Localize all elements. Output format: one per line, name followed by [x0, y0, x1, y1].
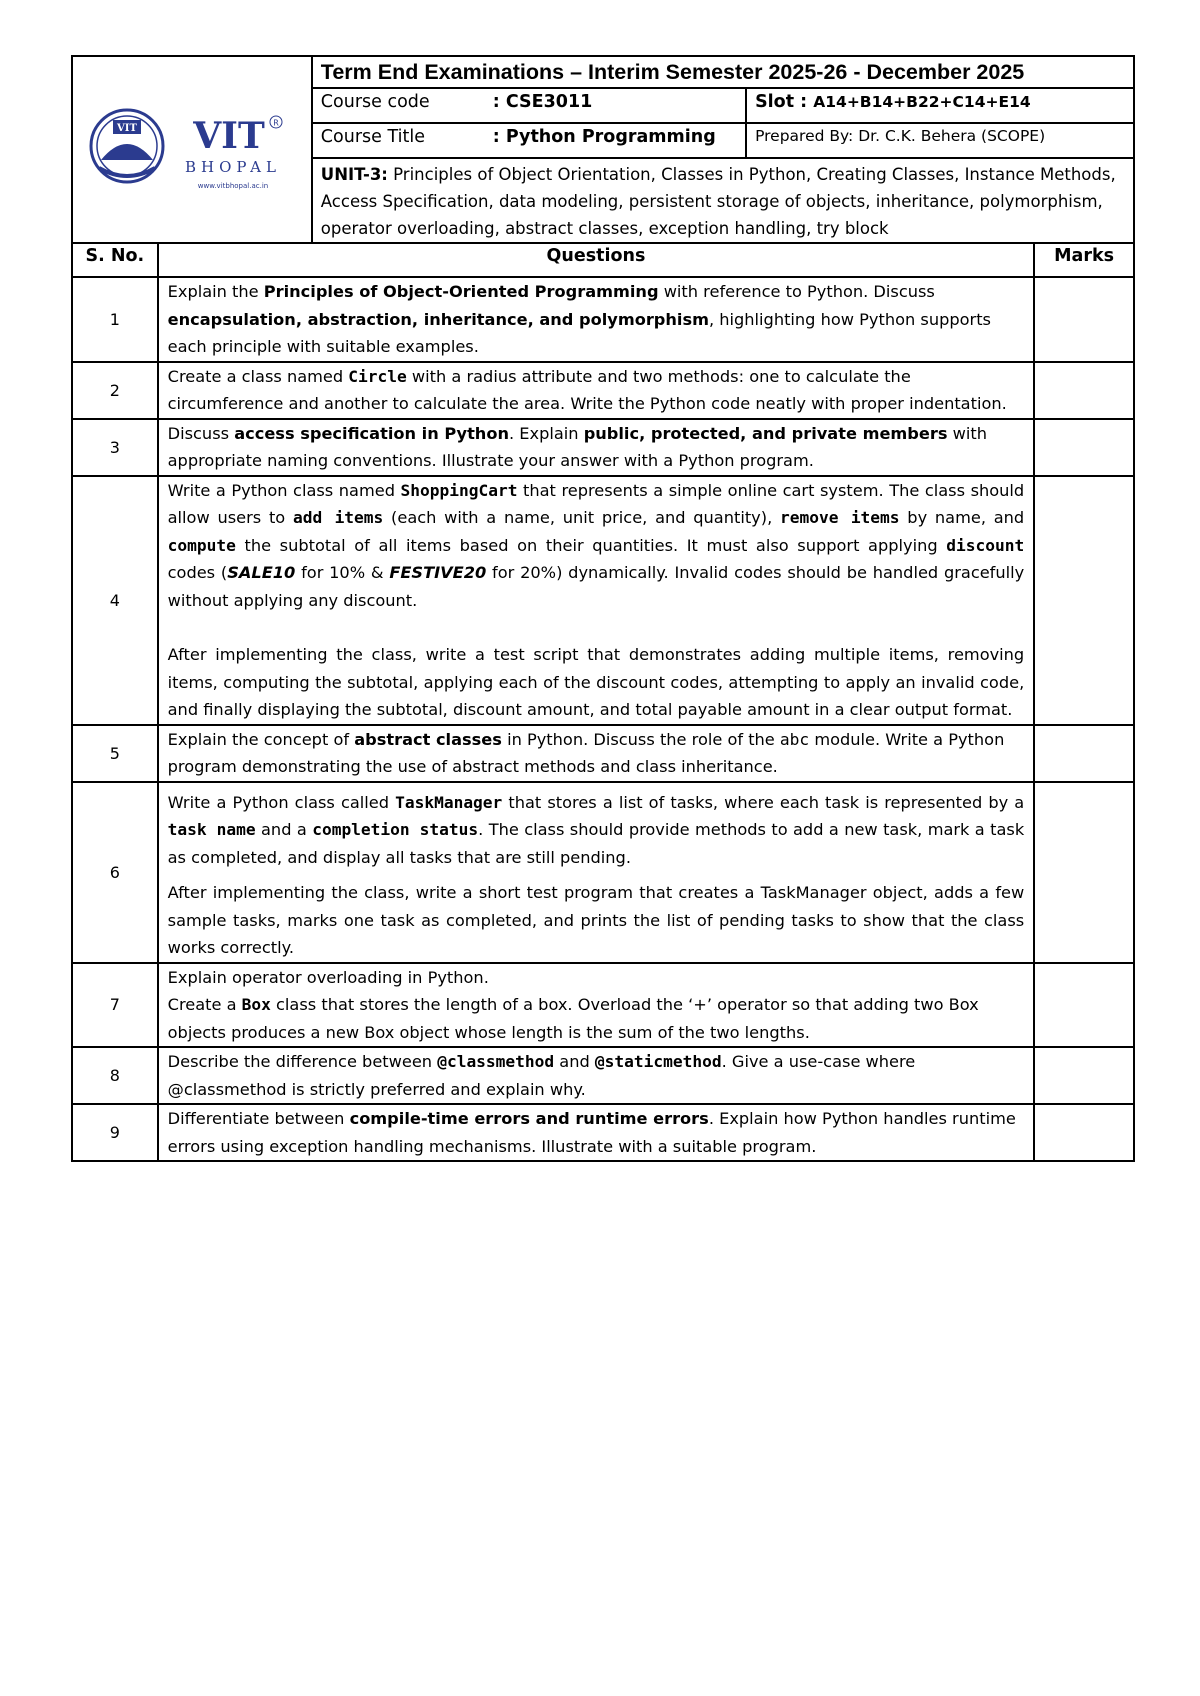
unit-label: UNIT-3:: [320, 165, 388, 184]
question-row: [72, 782, 1134, 963]
question-number: 5: [72, 725, 158, 782]
registered-mark: R: [273, 118, 279, 127]
logo-cell: [72, 56, 312, 243]
brand-url: www.vitbhopal.ac.in: [197, 181, 269, 190]
marks-cell: [1034, 476, 1134, 725]
exam-title: Term End Examinations – Interim Semester 2025-26 - December 2025: [312, 56, 1134, 88]
question-text: Discuss access specification in Python. Explain public, protected, and private members with appropriate naming conventions. Illustrate your answer with a Python program.: [158, 419, 1035, 476]
question-number: 3: [72, 419, 158, 476]
question-row: [72, 362, 1134, 419]
question-row: [72, 277, 1134, 362]
question-row: [72, 1047, 1134, 1104]
marks-cell: [1034, 277, 1134, 362]
question-text: Explain the concept of abstract classes in Python. Discuss the role of the abc module. Write a Python program demonstrating the use of abstract methods and class inheritance.: [158, 725, 1035, 782]
marks-cell: [1034, 782, 1134, 963]
question-row: [72, 476, 1134, 725]
exam-paper: [71, 55, 1135, 1162]
unit-syllabus: [312, 158, 1134, 243]
question-text: Explain operator overloading in Python. Create a Box class that stores the length of a box. Overload the ‘+’ operator so that adding two Box objects produces a new Box object whose length is the sum of the two lengths.: [158, 963, 1035, 1048]
course-code-cell: [312, 88, 746, 123]
question-text: Write a Python class named ShoppingCart that represents a simple online cart system. The class should allow users to add items (each with a name, unit price, and quantity), remove items by name, and compute the subtotal of all items based on their quantities. It must also support applying discount codes (SALE10 for 10% & FESTIVE20 for 20%) dynamically. Invalid codes should be handled gracefully without applying any discount. After implementing the class, write a test script that demonstrates adding multiple items, removing items, computing the subtotal, applying each of the discount codes, attempting to apply an invalid code, and finally displaying the subtotal, discount amount, and total payable amount in a clear output format.: [158, 476, 1035, 725]
unit-text: Principles of Object Orientation, Classes in Python, Creating Classes, Instance Methods, Access Specification, data modeling, persistent storage of objects, inheritance, polymorphism, operator overloading, abstract classes, exception handling, try block: [320, 165, 1116, 238]
marks-cell: [1034, 419, 1134, 476]
marks-cell: [1034, 362, 1134, 419]
question-text: Write a Python class called TaskManager that stores a list of tasks, where each task is represented by a task name and a completion status. The class should provide methods to add a new task, mark a task as completed, and display all tasks that are still pending. After implementing the class, write a short test program that creates a TaskManager object, adds a few sample tasks, marks one task as completed, and prints the list of pending tasks to show that the class works correctly.: [158, 782, 1035, 963]
course-title-label: Course Title: [320, 127, 425, 147]
prepared-by: Prepared By: Dr. C.K. Behera (SCOPE): [746, 123, 1134, 158]
course-code-label: Course code: [320, 92, 430, 112]
course-code-value: : CSE3011: [492, 92, 593, 112]
course-title-cell: [312, 123, 746, 158]
question-number: 8: [72, 1047, 158, 1104]
question-number: 9: [72, 1104, 158, 1161]
question-text: Create a class named Circle with a radius attribute and two methods: one to calculate the circumference and another to calculate the area. Write the Python code neatly with proper indentation.: [158, 362, 1035, 419]
exam-table: [71, 55, 1135, 1162]
question-number: 1: [72, 277, 158, 362]
question-row: [72, 963, 1134, 1048]
brand-name: VIT: [193, 114, 265, 157]
question-text: Describe the difference between @classmethod and @staticmethod. Give a use-case where @classmethod is strictly preferred and explain why.: [158, 1047, 1035, 1104]
slot-label: Slot :: [755, 92, 814, 112]
question-text: Differentiate between compile-time errors and runtime errors. Explain how Python handles runtime errors using exception handling mechanisms. Illustrate with a suitable program.: [158, 1104, 1035, 1161]
question-row: [72, 725, 1134, 782]
question-number: 7: [72, 963, 158, 1048]
course-title-value: : Python Programming: [492, 127, 716, 147]
marks-cell: [1034, 963, 1134, 1048]
marks-cell: [1034, 1104, 1134, 1161]
slot-cell: [746, 88, 1134, 123]
vit-bhopal-logo: [87, 98, 297, 198]
brand-city: BHOPAL: [184, 157, 281, 176]
question-number: 4: [72, 476, 158, 725]
col-marks: Marks: [1034, 243, 1134, 277]
question-number: 2: [72, 362, 158, 419]
marks-cell: [1034, 725, 1134, 782]
slot-value: A14+B14+B22+C14+E14: [813, 93, 1031, 111]
col-sno: S. No.: [72, 243, 158, 277]
question-row: [72, 1104, 1134, 1161]
col-questions: Questions: [158, 243, 1035, 277]
question-text: Explain the Principles of Object-Oriented Programming with reference to Python. Discuss encapsulation, abstraction, inheritance, and polymorphism, highlighting how Python supports each principle with suitable examples.: [158, 277, 1035, 362]
question-row: [72, 419, 1134, 476]
emblem-icon: [91, 110, 163, 182]
emblem-text: VIT: [116, 122, 137, 134]
marks-cell: [1034, 1047, 1134, 1104]
question-number: 6: [72, 782, 158, 963]
